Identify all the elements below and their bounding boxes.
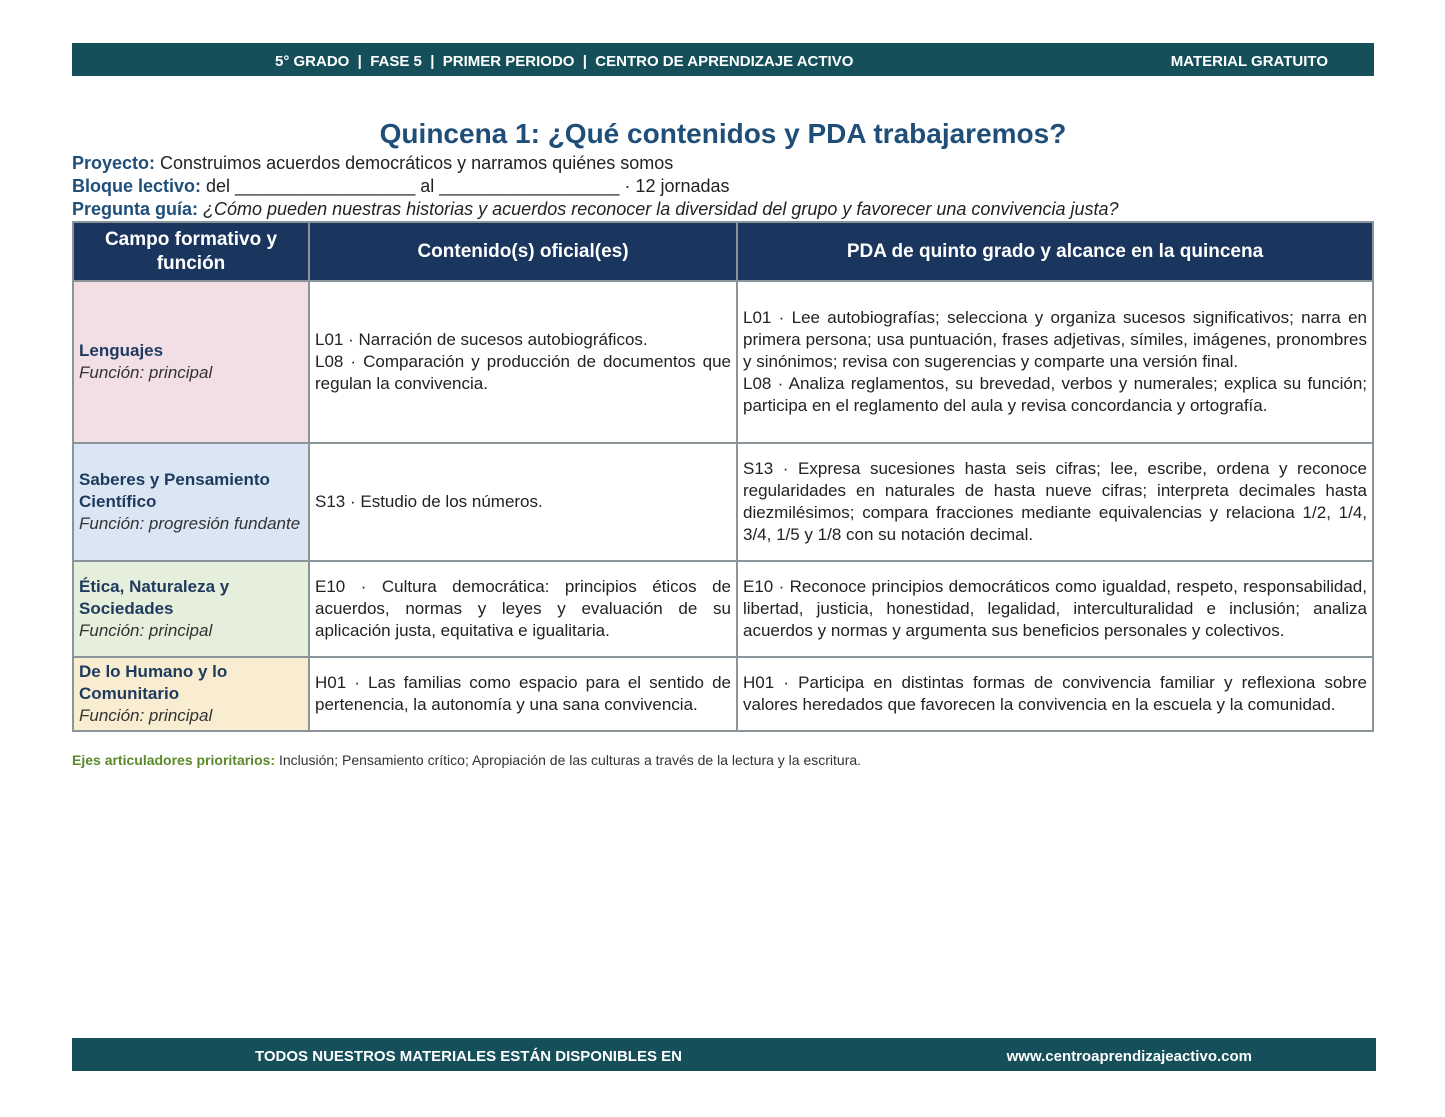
bloque-line (72, 176, 730, 197)
footer-text: TODOS NUESTROS MATERIALES ESTÁN DISPONIBLES EN (255, 1048, 682, 1065)
ejes-articuladores (72, 752, 861, 768)
header-grade-info: 5° GRADO | FASE 5 | PRIMER PERIODO | CENTRO DE APRENDIZAJE ACTIVO (275, 53, 854, 70)
pda-cell (737, 443, 1373, 561)
contenido-item: E10 · Cultura democrática: principios éticos de acuerdos, normas y leyes y evaluación de su aplicación justa, equitativa e igualitaria. (315, 577, 731, 640)
pda-item: S13 · Expresa sucesiones hasta seis cifras; lee, escribe, ordena y reconoce regularidades en naturales de hasta nueve cifras; interpreta decimales hasta diezmilésimos; compara fracciones mediante equivalencias y relaciona 1/2, 1/4, 3/4, 1/5 y 1/8 con su notación decimal. (743, 459, 1367, 544)
pda-cell (737, 561, 1373, 657)
contenido-item: S13 · Estudio de los números. (315, 492, 543, 511)
ejes-value: Inclusión; Pensamiento crítico; Apropiación de las culturas a través de la lectura y la escritura. (275, 752, 862, 768)
contenido-item: L01 · Narración de sucesos autobiográficos. (315, 330, 648, 349)
bloque-label: Bloque lectivo: (72, 176, 202, 196)
header-campo: Campo formativo y función (73, 222, 309, 281)
pregunta-value: ¿Cómo pueden nuestras historias y acuerdos reconocer la diversidad del grupo y favorecer una convivencia justa? (198, 199, 1119, 219)
ejes-label: Ejes articuladores prioritarios: (72, 752, 276, 768)
table-header-row (73, 222, 1373, 281)
table-row (73, 281, 1373, 443)
bloque-value: del __________________ al __________________ · 12 jornadas (201, 176, 730, 196)
content-table (72, 221, 1374, 732)
pregunta-label: Pregunta guía: (72, 199, 199, 219)
header-free-material: MATERIAL GRATUITO (1170, 53, 1328, 70)
proyecto-line (72, 153, 673, 174)
header-pda: PDA de quinto grado y alcance en la quincena (737, 222, 1373, 281)
pda-item: E10 · Reconoce principios democráticos como igualdad, respeto, responsabilidad, libertad, justicia, honestidad, legalidad, interculturalidad e inclusión; analiza acuerdos y normas y argumenta sus beneficios personales y colectivos. (743, 577, 1367, 640)
top-banner (72, 43, 1374, 76)
pda-cell (737, 657, 1373, 731)
pda-item: H01 · Participa en distintas formas de convivencia familiar y reflexiona sobre valores heredados que favorecen la convivencia en la escuela y la comunidad. (743, 673, 1367, 714)
table-row (73, 561, 1373, 657)
campo-funcion: Función: principal (79, 706, 213, 725)
proyecto-label: Proyecto: (72, 153, 156, 173)
contenido-cell (309, 443, 737, 561)
proyecto-value: Construimos acuerdos democráticos y narramos quiénes somos (155, 153, 674, 173)
table-row (73, 443, 1373, 561)
campo-cell (73, 443, 309, 561)
contenido-cell (309, 561, 737, 657)
header-contenido: Contenido(s) oficial(es) (309, 222, 737, 281)
pda-item: L01 · Lee autobiografías; selecciona y organiza sucesos significativos; narra en primera persona; usa puntuación, frases adjetivas, símiles, imágenes, pronombres y sinónimos; revisa con sugerencias y comparte una versión final. (743, 308, 1367, 371)
campo-name: Saberes y Pensamiento Científico (79, 470, 270, 511)
campo-cell (73, 281, 309, 443)
campo-funcion: Función: principal (79, 363, 213, 382)
bottom-banner (72, 1038, 1376, 1071)
pda-item: L08 · Analiza reglamentos, su brevedad, verbos y numerales; explica su función; participa en el reglamento del aula y revisa concordancia y ortografía. (743, 374, 1367, 415)
campo-cell (73, 657, 309, 731)
page-title: Quincena 1: ¿Qué contenidos y PDA trabajaremos? (379, 118, 1067, 149)
contenido-cell (309, 657, 737, 731)
campo-funcion: Función: principal (79, 621, 213, 640)
contenido-item: H01 · Las familias como espacio para el sentido de pertenencia, la autonomía y una sana convivencia. (315, 673, 731, 714)
campo-cell (73, 561, 309, 657)
pda-cell (737, 281, 1373, 443)
contenido-item: L08 · Comparación y producción de documentos que regulan la convivencia. (315, 352, 731, 393)
contenido-cell (309, 281, 737, 443)
footer-website-link[interactable]: www.centroaprendizajeactivo.com (1006, 1048, 1252, 1065)
table-row (73, 657, 1373, 731)
campo-funcion: Función: progresión fundante (79, 514, 301, 533)
campo-name: De lo Humano y lo Comunitario (79, 662, 228, 703)
campo-name: Lenguajes (79, 341, 164, 360)
campo-name: Ética, Naturaleza y Sociedades (79, 577, 230, 618)
pregunta-line (72, 199, 1119, 220)
